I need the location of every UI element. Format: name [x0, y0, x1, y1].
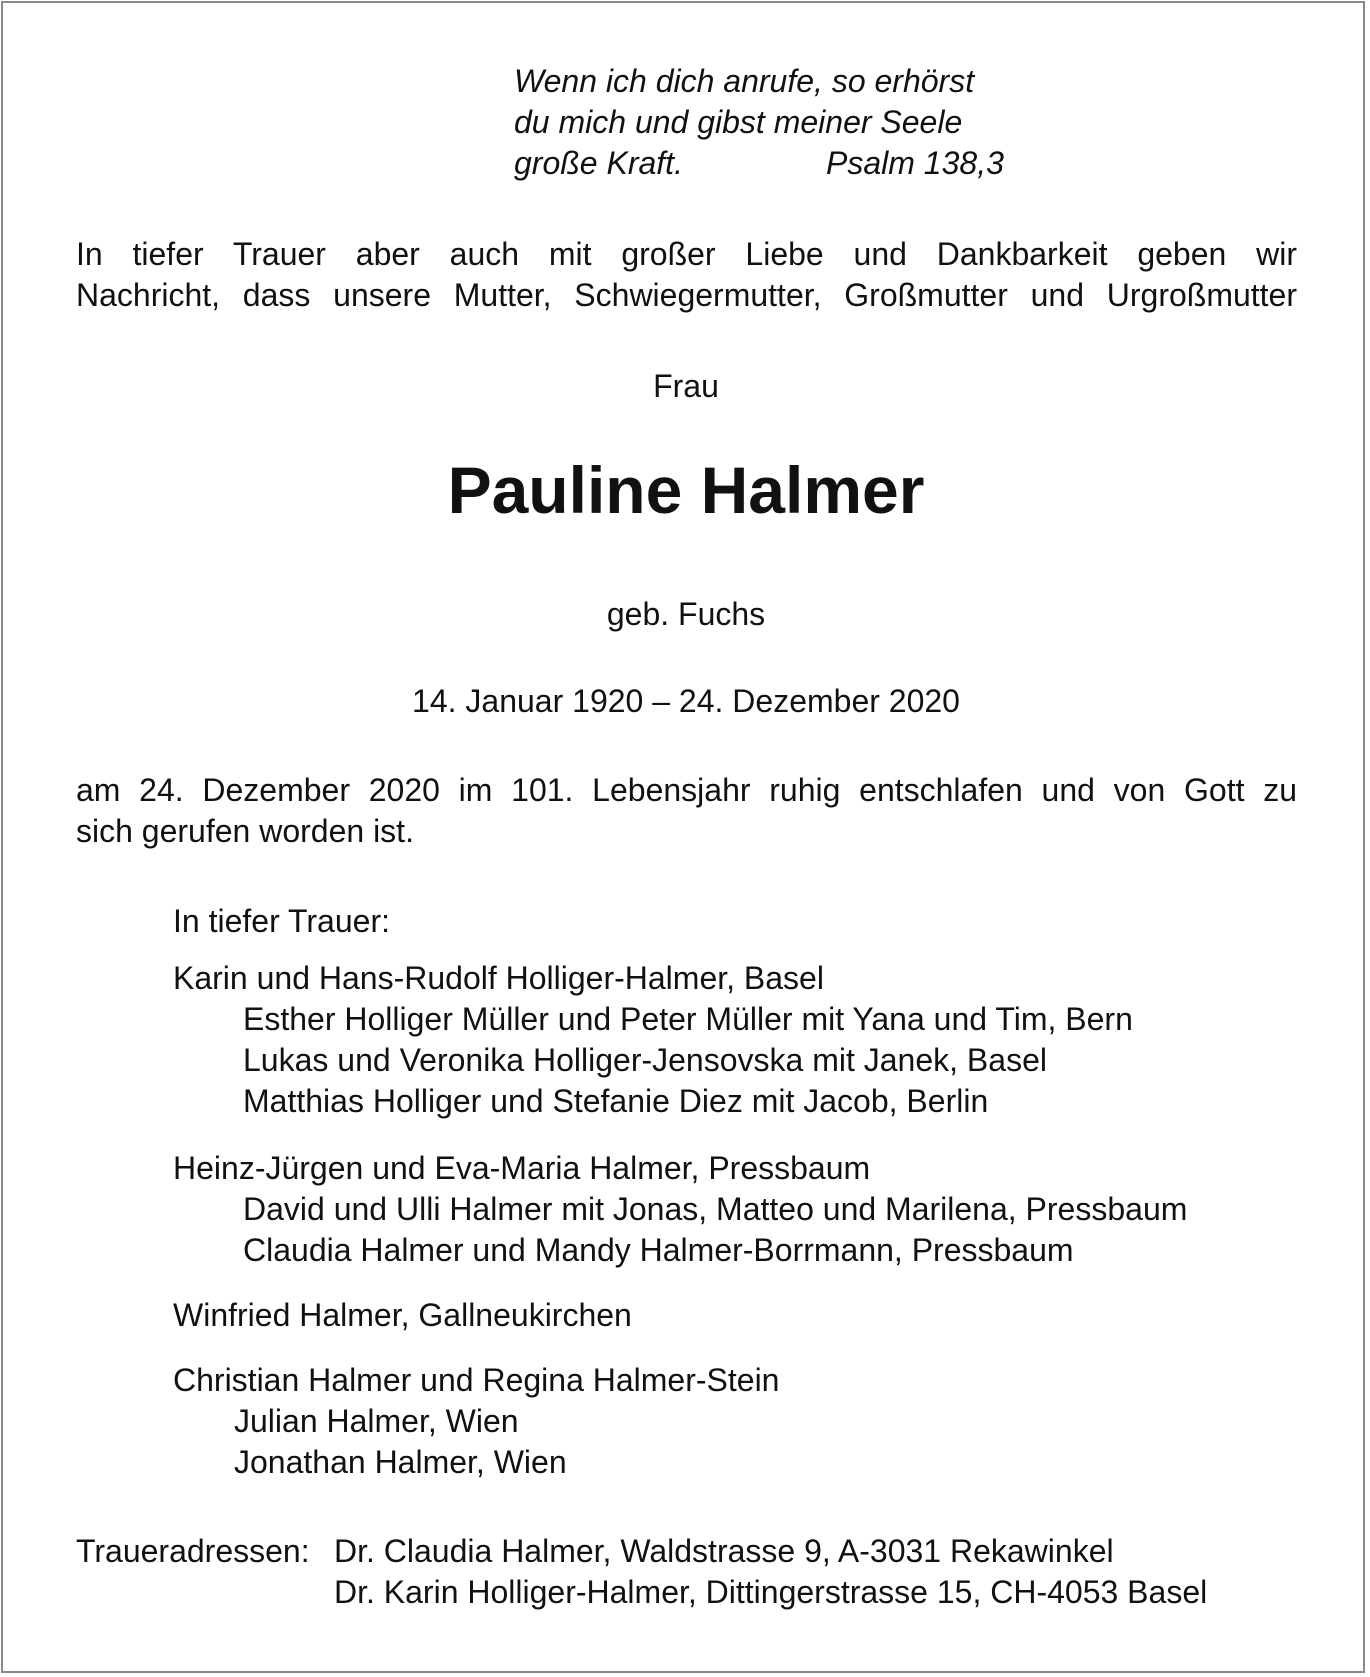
maiden-name: geb. Fuchs [606, 596, 766, 632]
motto-line-2: du mich und gibst meiner Seele [514, 104, 963, 140]
family-3-main: Winfried Halmer, Gallneukirchen [173, 1297, 632, 1333]
family-4-main: Christian Halmer und Regina Halmer-Stein [173, 1362, 780, 1398]
motto-reference: Psalm 138,3 [826, 145, 1004, 181]
family-1-main: Karin und Hans-Rudolf Holliger-Halmer, Basel [173, 960, 824, 996]
family-1-member: Lukas und Veronika Holliger-Jensovska mit Janek, Basel [243, 1042, 1047, 1078]
address-line-1: Dr. Claudia Halmer, Waldstrasse 9, A-3031 Rekawinkel [334, 1533, 1114, 1569]
family-2-main: Heinz-Jürgen und Eva-Maria Halmer, Pressbaum [173, 1150, 871, 1186]
passing-line-2: sich gerufen worden ist. [76, 813, 414, 849]
family-2-member: David und Ulli Halmer mit Jonas, Matteo und Marilena, Pressbaum [243, 1191, 1188, 1227]
family-2-member: Claudia Halmer und Mandy Halmer-Borrmann, Pressbaum [243, 1232, 1074, 1268]
intro-line-1: In tiefer Trauer aber auch mit großer Liebe und Dankbarkeit geben wir [76, 236, 1297, 272]
life-dates: 14. Januar 1920 – 24. Dezember 2020 [412, 683, 960, 719]
obituary-notice [1, 1, 1365, 1673]
motto-line-1: Wenn ich dich anrufe, so erhörst [514, 63, 975, 99]
salutation: Frau [653, 368, 719, 404]
family-1-member: Matthias Holliger und Stefanie Diez mit Jacob, Berlin [243, 1083, 989, 1119]
motto-line-3: große Kraft. [514, 145, 683, 181]
address-line-2: Dr. Karin Holliger-Halmer, Dittingerstrasse 15, CH-4053 Basel [334, 1574, 1208, 1610]
family-4-member: Julian Halmer, Wien [234, 1403, 519, 1439]
family-1-member: Esther Holliger Müller und Peter Müller mit Yana und Tim, Bern [243, 1001, 1133, 1037]
passing-line-1: am 24. Dezember 2020 im 101. Lebensjahr ruhig entschlafen und von Gott zu [76, 772, 1297, 808]
family-4-member: Jonathan Halmer, Wien [234, 1444, 567, 1480]
deceased-name: Pauline Halmer [447, 453, 925, 527]
mourners-heading: In tiefer Trauer: [173, 903, 390, 939]
addresses-label: Traueradressen: [76, 1533, 310, 1569]
intro-line-2: Nachricht, dass unsere Mutter, Schwiegermutter, Großmutter und Urgroßmutter [76, 277, 1297, 313]
